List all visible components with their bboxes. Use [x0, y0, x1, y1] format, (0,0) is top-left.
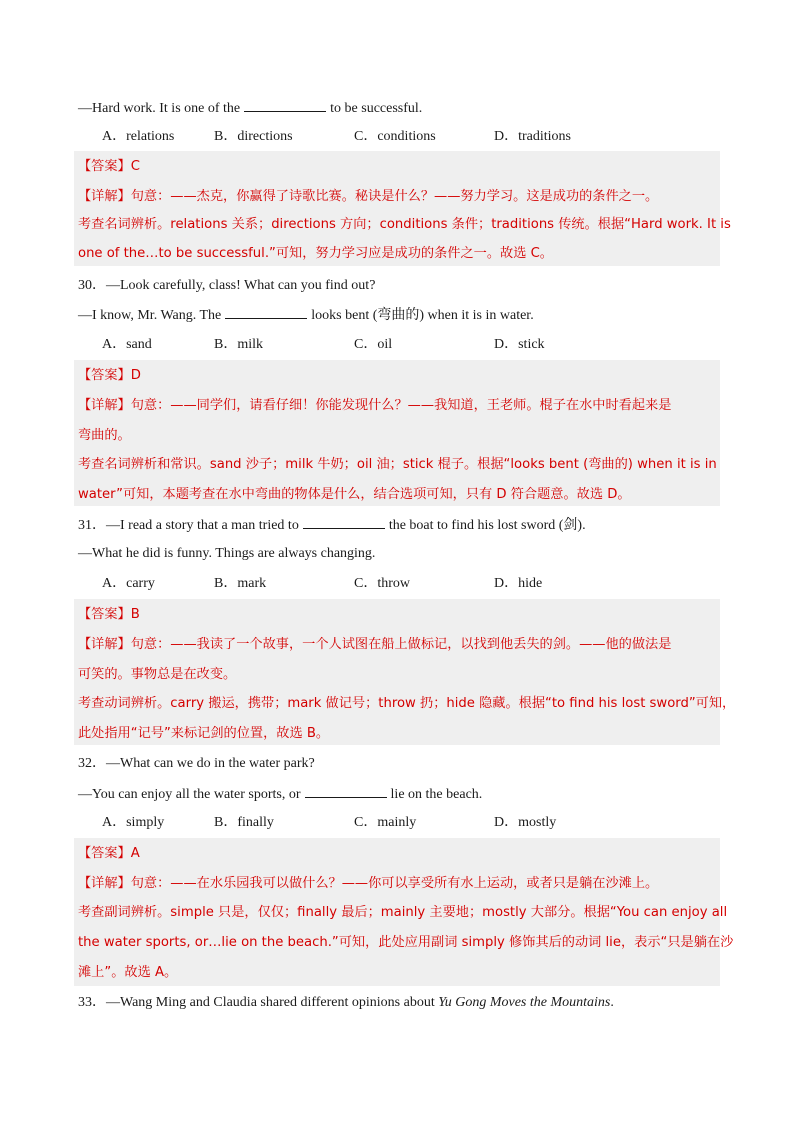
- q30-option-c: C．oil: [354, 337, 393, 352]
- q30-detail-line: 【详解】句意：——同学们，请看仔细！你能发现什么？——我知道，王老师。棍子在水中时看起来是: [78, 398, 672, 413]
- q29-detail-line: 考查名词辨析。relations 关系；directions 方向；conditions 条件；traditions 传统。根据“Hard work. It is: [78, 217, 731, 232]
- q29-answer: 【答案】C: [78, 159, 140, 174]
- q31-answer: 【答案】B: [78, 607, 140, 622]
- q30-answer: 【答案】D: [78, 368, 141, 383]
- q31-line2: —What he did is funny. Things are always changing.: [78, 546, 376, 561]
- q32-detail-line: 【详解】句意：——在水乐园我可以做什么？——你可以享受所有水上运动，或者只是躺在沙滩上。: [78, 876, 659, 891]
- q30-stem: [78, 305, 534, 325]
- q29-option-a: A．relations: [102, 129, 175, 144]
- q32-stem-post: lie on the beach.: [390, 787, 483, 802]
- q32-detail-line: 滩上”。故选 A。: [78, 965, 178, 980]
- q32-option-a: A．simply: [102, 815, 165, 830]
- q31-stem: [78, 515, 586, 535]
- q29-stem-pre: —Hard work. It is one of the: [78, 101, 241, 116]
- q31-detail-line: 可笑的。事物总是在改变。: [78, 667, 237, 682]
- q29-detail-line: one of the…to be successful.”可知，努力学习应是成功的条件之一。故选 C。: [78, 246, 553, 261]
- q30-stem-post: looks bent (弯曲的) when it is in water.: [311, 308, 534, 323]
- q32-answer-box: [74, 838, 734, 986]
- q30-answer-box: [74, 360, 720, 506]
- q31-answer-box: [74, 599, 736, 745]
- q30-line1: 30．—Look carefully, class! What can you find out?: [78, 278, 376, 293]
- q32-stem: [78, 784, 482, 804]
- q31-option-a: A．carry: [102, 576, 155, 591]
- q29-stem: [78, 98, 422, 118]
- q33-stem: [78, 993, 614, 1013]
- q33-book-title: Yu Gong Moves the Mountains: [438, 995, 611, 1010]
- q29-detail-line: 【详解】句意：——杰克，你赢得了诗歌比赛。秘诀是什么？——努力学习。这是成功的条件之一。: [78, 189, 659, 204]
- q31-stem-pre: 31．—I read a story that a man tried to: [78, 518, 299, 533]
- q30-option-a: A．sand: [102, 337, 152, 352]
- q30-detail-line: 弯曲的。: [78, 428, 131, 443]
- q29-answer-box: [74, 151, 731, 266]
- q31-stem-post: the boat to find his lost sword (剑).: [388, 518, 586, 533]
- q31-option-d: D．hide: [494, 576, 543, 591]
- q32-answer: 【答案】A: [78, 846, 140, 861]
- q31-option-b: B．mark: [214, 576, 267, 591]
- q30-detail-line: water”可知，本题考查在水中弯曲的物体是什么，结合选项可知，只有 D 符合题意。故选 D。: [78, 487, 631, 502]
- q29-blank: [244, 98, 326, 112]
- q31-option-c: C．throw: [354, 576, 410, 591]
- q32-option-b: B．finally: [214, 815, 274, 830]
- q30-option-d: D．stick: [494, 337, 545, 352]
- q30-blank: [225, 305, 307, 319]
- q31-detail-line: 【详解】句意：——我读了一个故事，一个人试图在船上做标记，以找到他丢失的剑。——他的做法是: [78, 637, 672, 652]
- q29-stem-post: to be successful.: [330, 101, 423, 116]
- q29-option-d: D．traditions: [494, 129, 571, 144]
- q30-option-b: B．milk: [214, 337, 264, 352]
- q32-stem-pre: —You can enjoy all the water sports, or: [78, 787, 301, 802]
- q31-detail-line: 此处指用“记号”来标记剑的位置，故选 B。: [78, 726, 330, 741]
- q31-detail-line: 考查动词辨析。carry 搬运，携带；mark 做记号；throw 扔；hide 隐藏。根据“to find his lost sword”可知，: [78, 696, 736, 711]
- q31-blank: [303, 515, 385, 529]
- q29-option-c: C．conditions: [354, 129, 436, 144]
- q33-stem-post: .: [610, 995, 614, 1010]
- q32-detail-line: 考查副词辨析。simple 只是，仅仅；finally 最后；mainly 主要地；mostly 大部分。根据“You can enjoy all: [78, 905, 728, 920]
- q30-detail-line: 考查名词辨析和常识。sand 沙子；milk 牛奶；oil 油；stick 棍子。根据“looks bent (弯曲的) when it is in: [78, 457, 717, 472]
- q29-option-b: B．directions: [214, 129, 293, 144]
- q32-option-d: D．mostly: [494, 815, 557, 830]
- q33-stem-pre: 33．—Wang Ming and Claudia shared different opinions about: [78, 995, 435, 1010]
- q32-blank: [305, 784, 387, 798]
- q32-line1: 32．—What can we do in the water park?: [78, 756, 315, 771]
- q32-option-c: C．mainly: [354, 815, 417, 830]
- q32-detail-line: the water sports, or…lie on the beach.”可知，此处应用副词 simply 修饰其后的动词 lie，表示“只是躺在沙: [78, 935, 734, 950]
- q30-stem-pre: —I know, Mr. Wang. The: [78, 308, 222, 323]
